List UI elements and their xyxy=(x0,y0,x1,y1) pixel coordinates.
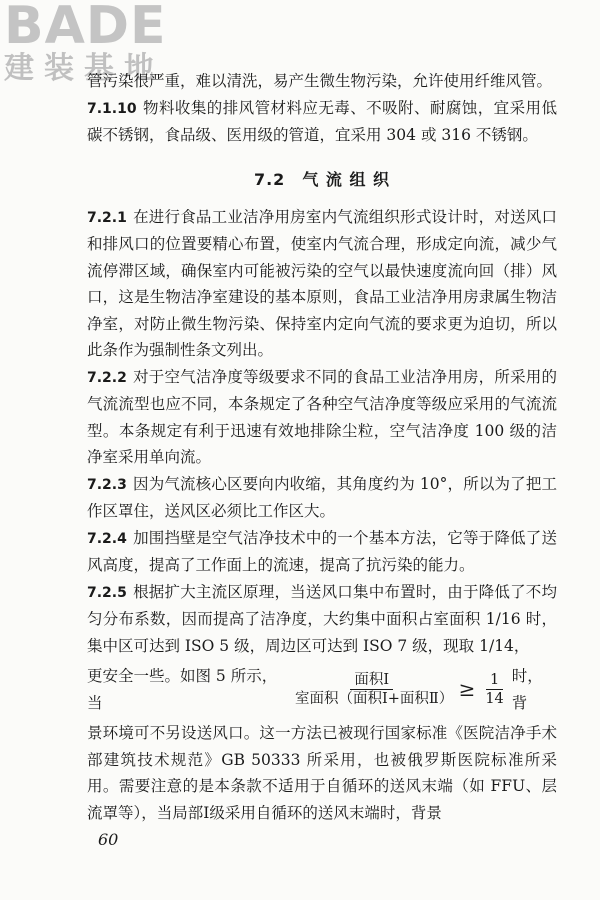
clause-7-2-1 xyxy=(87,204,557,364)
document-page xyxy=(87,68,557,826)
geq-symbol: ≥ xyxy=(458,677,476,702)
formula-pre-text: 更安全一些。如图 5 所示，当 xyxy=(87,667,278,712)
clause-text: 对于空气洁净度等级要求不同的食品工业洁净用房，所采用的气流流型也应不同，本条规定了各种空气洁净度等级应采用的气流流型。本条规定有利于迅速有效地排除尘粒，空气洁净度 100 级的洁净室采用单向流。 xyxy=(87,367,557,466)
clause-number: 7.2.5 xyxy=(87,584,127,601)
fraction-denominator: 14 xyxy=(485,691,504,707)
clause-7-2-3 xyxy=(87,471,557,525)
logo-latin-text: BADE xyxy=(4,0,167,56)
fraction-numerator: 面积Ⅰ xyxy=(350,671,393,690)
clause-text: 物料收集的排风管材料应无毒、不吸附、耐腐蚀，宜采用低碳不锈钢，食品级、医用级的管道，宜采用 304 或 316 不锈钢。 xyxy=(87,98,557,144)
clause-7-2-5-continued: 景环境可不另设送风口。这一方法已被现行国家标准《医院洁净手术部建筑技术规范》GB 50333 所采用，也被俄罗斯医院标准所采用。需要注意的是本条款不适用于自循环的送风末端（如 FFU、层流罩等），当局部Ⅰ级采用自循环的送风末端时，背景 xyxy=(87,724,557,822)
clause-text: 因为气流核心区要向内收缩，其角度约为 10°，所以为了把工作区罩住，送风区必须比工作区大。 xyxy=(87,474,557,520)
clause-number: 7.1.10 xyxy=(87,100,137,117)
paragraph-continued: 管污染很严重，难以清洗，易产生微生物污染，允许使用纤维风管。 xyxy=(87,72,553,90)
formula-line xyxy=(87,663,557,716)
fraction-denominator: 室面积（面积Ⅰ+面积Ⅱ） xyxy=(294,691,454,707)
clause-number: 7.2.4 xyxy=(87,530,127,547)
clause-7-2-5 xyxy=(87,579,557,660)
clause-7-1-10 xyxy=(87,95,557,149)
page-number: 60 xyxy=(98,830,119,849)
clause-number: 7.2.2 xyxy=(87,369,127,386)
fraction-numerator: 1 xyxy=(486,671,503,690)
section-heading: 7.2 气 流 组 织 xyxy=(253,169,391,189)
ratio-fraction xyxy=(481,671,507,708)
clause-7-2-2 xyxy=(87,364,557,471)
area-fraction xyxy=(291,671,453,708)
clause-text: 加围挡壁是空气洁净技术中的一个基本方法，它等于降低了送风高度，提高了工作面上的流速，提高了抗污染的能力。 xyxy=(87,528,557,574)
clause-text: 在进行食品工业洁净用房室内气流组织形式设计时，对送风口和排风口的位置要精心布置，使室内气流合理，形成定向流，减少气流停滞区域，确保室内可能被污染的空气以最快速度流向回（排）风口，这是生物洁净室建设的基本原则，食品工业洁净用房隶属生物洁净室，对防止微生物污染、保持室内定向气流的要求更为迫切，所以此条作为强制性条文列出。 xyxy=(87,207,557,359)
clause-7-2-4 xyxy=(87,525,557,579)
clause-number: 7.2.3 xyxy=(87,476,127,493)
formula-post-text: 时，背 xyxy=(511,667,543,712)
clause-number: 7.2.1 xyxy=(87,209,127,226)
clause-text: 根据扩大主流区原理，当送风口集中布置时，由于降低了不均匀分布系数，因而提高了洁净度，大约集中面积占室面积 1/16 时，集中区可达到 ISO 5 级，周边区可达到 ISO 7 级，现取 1/14， xyxy=(87,582,557,655)
logo-cjk-text: 建装基地 xyxy=(4,51,164,86)
